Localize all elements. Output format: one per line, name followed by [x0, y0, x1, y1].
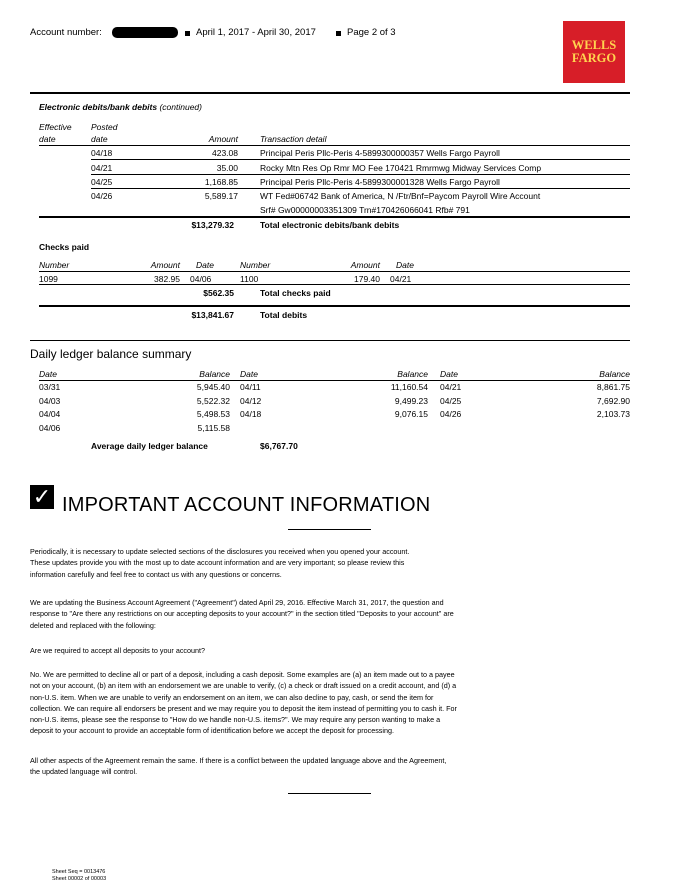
debit-row-date: 04/25: [91, 177, 113, 187]
ledger-date: 04/26: [440, 409, 462, 419]
debit-row-detail-cont: Srf# Gw00000003351309 Trn#170426066041 Rfb# 791: [260, 205, 470, 215]
title-underline: [288, 529, 371, 530]
header-divider: [30, 92, 630, 94]
statement-period: April 1, 2017 - April 30, 2017: [196, 27, 316, 38]
text-line: the updated language will control.: [30, 767, 138, 777]
check-number: 1099: [39, 274, 58, 284]
debit-row-amount: 1,168.85: [204, 177, 238, 187]
ledger-date: 04/11: [240, 382, 261, 392]
ledger-date: 04/21: [440, 382, 462, 392]
checks-total-label: Total checks paid: [260, 288, 331, 298]
text-line: Periodically, it is necessary to update selected sections of the disclosures you received when you opened your account.: [30, 547, 410, 556]
text-line: All other aspects of the Agreement remain the same. If there is a conflict between the updated language above and the Agreement,: [30, 756, 447, 765]
account-number-label: Account number:: [30, 27, 102, 38]
text-line: non-U.S. item. When we are unable to verify an endorsement on an item, we can also decline to pay, cash, or send the item for: [30, 692, 434, 702]
section-divider: [30, 340, 630, 341]
ledger-date: 04/06: [39, 423, 61, 433]
check-number: 1100: [240, 274, 259, 284]
check-date: 04/06: [190, 274, 212, 284]
debits-title-suffix: (continued): [159, 102, 202, 112]
checks-section-title: Checks paid: [39, 242, 90, 252]
text-line: collection. We can require all endorsers be present and we may require you to deposit the item instead of permitting you to cash it. For: [30, 703, 457, 713]
ledger-col-date: Date: [440, 369, 458, 379]
checks-col-date: Date: [396, 260, 414, 270]
debits-header-rule: [39, 145, 630, 146]
logo-line2: FARGO: [571, 51, 617, 65]
debits-section-title: [39, 102, 202, 112]
text-line: information carefully and feel free to contact us with any questions or concerns.: [30, 569, 282, 579]
ledger-balance: 5,115.58: [197, 423, 230, 433]
text-line: deleted and replaced with the following:: [30, 620, 156, 630]
ledger-date: 04/03: [39, 396, 61, 406]
avg-balance-label: Average daily ledger balance: [91, 441, 208, 451]
total-debits-rule: [39, 305, 630, 307]
ledger-date: 03/31: [39, 382, 61, 392]
paragraph-4: [30, 669, 540, 737]
debits-total-amount: $13,279.32: [191, 220, 234, 230]
ledger-header-rule: [39, 380, 630, 381]
checkmark-icon: ✓: [30, 485, 54, 509]
ledger-col-balance: Balance: [397, 369, 428, 379]
ledger-date: 04/12: [240, 396, 262, 406]
logo-line1: WELLS: [571, 38, 617, 52]
ledger-balance: 9,499.23: [394, 396, 428, 406]
col-effective-1: Effective: [39, 122, 72, 132]
page-number: Page 2 of 3: [347, 27, 396, 38]
debit-row-detail: Principal Peris Pllc-Peris 4-5899300001328 Wells Fargo Payroll: [260, 177, 500, 187]
sheet-seq: Sheet Seq = 0013476: [52, 869, 106, 875]
checks-col-amount: Amount: [350, 260, 380, 270]
important-title: IMPORTANT ACCOUNT INFORMATION: [62, 494, 431, 516]
ledger-col-date: Date: [39, 369, 57, 379]
checks-col-number: Number: [39, 260, 70, 270]
text-line: not on your account, (b) an item with an endorsement we are unable to verify, (c) a check or draft issued on a credit account, and (d) a: [30, 681, 457, 691]
debit-row-detail: Rocky Mtn Res Op Rmr MO Fee 170421 Rmrmwg Midway Services Comp: [260, 163, 542, 173]
col-detail: Transaction detail: [260, 134, 327, 144]
text-line: No. We are permitted to decline all or part of a deposit, including a cash deposit. Some examples are (a) an item made out to a payee: [30, 670, 455, 679]
bullet-icon: [185, 31, 190, 36]
debit-row-detail: WT Fed#06742 Bank of America, N /Ftr/Bnf=Paycom Payroll Wire Account: [260, 191, 541, 201]
checks-rows-rule: [39, 284, 630, 285]
col-amount: Amount: [208, 134, 238, 144]
row-rule: [91, 159, 630, 160]
debit-row-amount: 423.08: [212, 148, 238, 158]
ledger-date: 04/18: [240, 409, 262, 419]
debits-title-text: Electronic debits/bank debits: [39, 102, 158, 112]
sheet-count: Sheet 00002 of 00003: [52, 876, 107, 882]
ledger-date: 04/25: [440, 396, 462, 406]
text-line: response to "Are there any restrictions on our accepting deposits to your account?" in the section titled "Deposits to your account" are: [30, 609, 454, 619]
col-effective-2: date: [39, 134, 56, 144]
debit-row-amount: 5,589.17: [204, 191, 238, 201]
redacted-account-number: [112, 27, 178, 38]
checks-col-date: Date: [196, 260, 214, 270]
paragraph-3: [30, 645, 540, 656]
end-rule: [288, 793, 371, 794]
wells-fargo-logo: [563, 21, 625, 83]
text-line: We are updating the Business Account Agreement ("Agreement") dated April 29, 2016. Effective March 31, 2017, the question and: [30, 598, 444, 607]
bullet-icon: [336, 31, 341, 36]
check-amount: 382.95: [154, 274, 180, 284]
paragraph-1: [30, 546, 540, 580]
debit-row-detail: Principal Peris Pllc-Peris 4-5899300000357 Wells Fargo Payroll: [260, 148, 500, 158]
ledger-balance: 9,076.15: [394, 409, 428, 419]
debit-row-amount: 35.00: [216, 163, 238, 173]
text-line: These updates provide you with the most up to date account information and are very important; so please review this: [30, 558, 405, 568]
total-debits-label: Total debits: [260, 310, 308, 320]
ledger-col-date: Date: [240, 369, 258, 379]
row-rule: [91, 188, 630, 189]
ledger-col-balance: Balance: [599, 369, 630, 379]
total-debits-amount: $13,841.67: [191, 310, 234, 320]
ledger-balance: 5,522.32: [196, 396, 230, 406]
check-date: 04/21: [390, 274, 412, 284]
paragraph-5: [30, 755, 540, 778]
ledger-balance: 8,861.75: [596, 382, 630, 392]
row-rule: [91, 174, 630, 175]
check-amount: 179.40: [354, 274, 380, 284]
ledger-col-balance: Balance: [199, 369, 230, 379]
ledger-balance: 5,498.53: [196, 409, 230, 419]
debits-total-label: Total electronic debits/bank debits: [260, 220, 400, 230]
ledger-date: 04/04: [39, 409, 61, 419]
ledger-balance: 11,160.54: [390, 382, 428, 392]
ledger-title: Daily ledger balance summary: [30, 347, 192, 361]
checks-col-number: Number: [240, 260, 271, 270]
text-line: deposit to your account to provide an acceptable form of identification before we accept the deposit for processing.: [30, 726, 394, 736]
col-posted-1: Posted: [91, 122, 118, 132]
ledger-balance: 7,692.90: [596, 396, 630, 406]
checks-header-rule: [39, 271, 630, 272]
checks-total-amount: $562.35: [203, 288, 234, 298]
debit-row-date: 04/26: [91, 191, 113, 201]
avg-balance-value: $6,767.70: [260, 441, 298, 451]
debit-row-date: 04/21: [91, 163, 113, 173]
ledger-balance: 5,945.40: [196, 382, 230, 392]
debits-total-rule: [39, 216, 630, 218]
checks-col-amount: Amount: [150, 260, 180, 270]
text-line: Are we required to accept all deposits to your account?: [30, 646, 205, 655]
paragraph-2: [30, 597, 540, 631]
ledger-balance: 2,103.73: [596, 409, 630, 419]
debit-row-date: 04/18: [91, 148, 113, 158]
text-line: non-U.S. items, please see the response to "How do we handle non-U.S. items?". We may require any person wanting to make a: [30, 715, 441, 725]
col-posted-2: date: [91, 134, 108, 144]
